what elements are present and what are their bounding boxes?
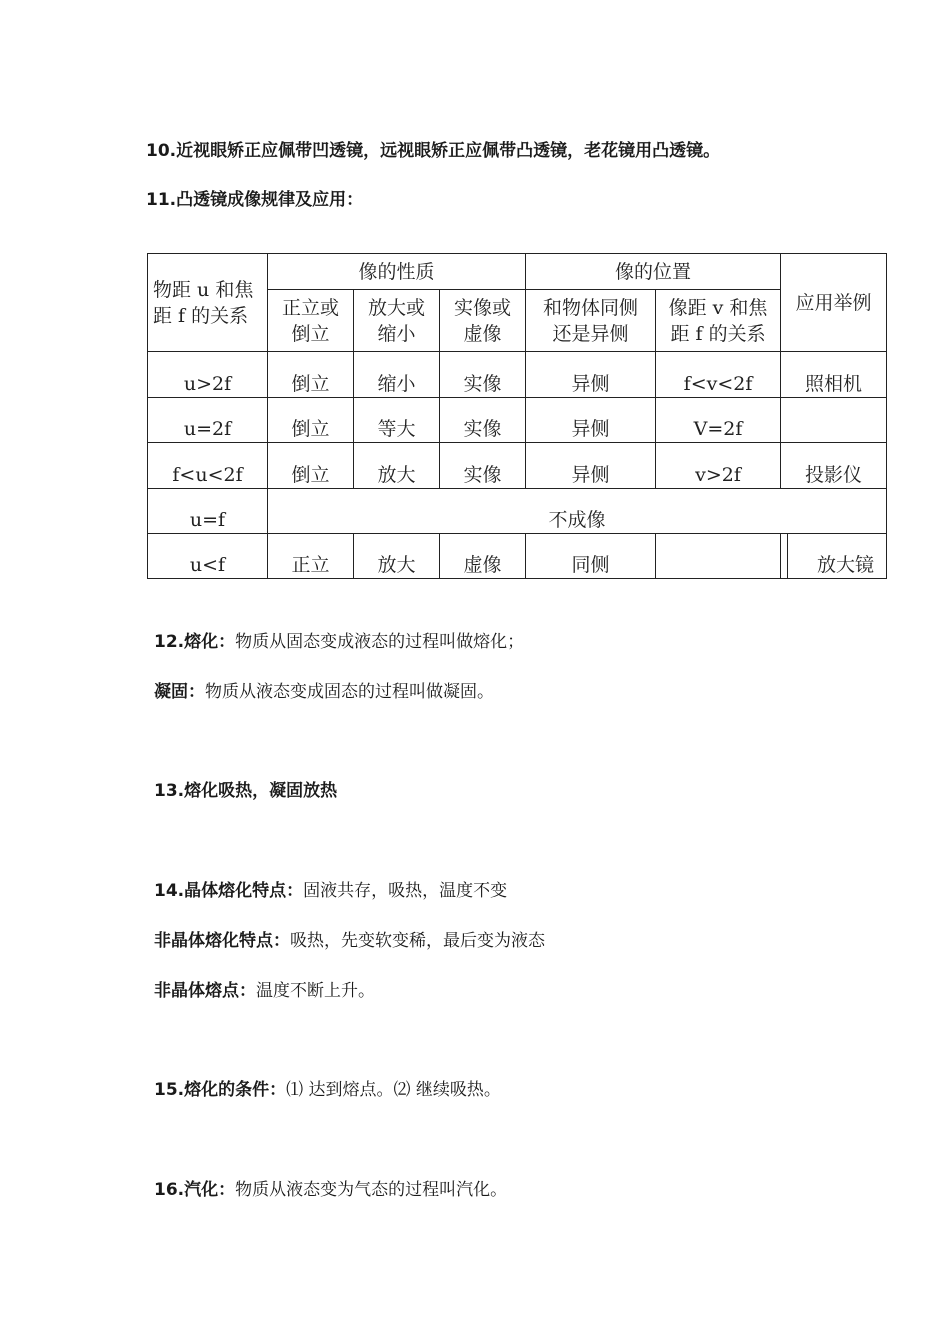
item-13: 13.熔化吸热，凝固放热	[154, 781, 338, 801]
item-10: 10.近视眼矫正应佩带凹透镜，远视眼矫正应佩带凸透镜，老花镜用凸透镜。	[146, 141, 721, 161]
header-application: 应用举例	[781, 254, 887, 352]
row-orientation: 正立	[268, 534, 354, 579]
row-application: 投影仪	[781, 443, 887, 489]
table-row	[148, 352, 887, 398]
row-side: 异侧	[526, 398, 656, 443]
row-size: 放大	[354, 443, 440, 489]
cell-divider	[787, 534, 788, 578]
header-side: 和物体同侧 还是异侧	[526, 290, 656, 352]
header-size: 放大或 缩小	[354, 290, 440, 352]
table-row	[148, 489, 887, 534]
header-object-distance: 物距 u 和焦 距 f 的关系	[148, 254, 268, 352]
item-11: 11.凸透镜成像规律及应用：	[146, 190, 364, 210]
row-merged-no-image: 不成像	[268, 489, 887, 534]
row-application	[781, 398, 887, 443]
row-distance: V=2f	[656, 398, 781, 443]
row-kind: 虚像	[440, 534, 526, 579]
item-12-solidify: 凝固：物质从液态变成固态的过程叫做凝固。	[154, 682, 494, 702]
row-distance	[656, 534, 781, 579]
item-14: 14.晶体熔化特点：固液共存，吸热，温度不变	[154, 881, 508, 901]
header-image-nature: 像的性质	[268, 254, 526, 290]
row-distance: f<v<2f	[656, 352, 781, 398]
header-image-distance: 像距 v 和焦 距 f 的关系	[656, 290, 781, 352]
row-side: 异侧	[526, 352, 656, 398]
item-15: 15.熔化的条件：⑴ 达到熔点。⑵ 继续吸热。	[154, 1080, 501, 1100]
row-distance: v>2f	[656, 443, 781, 489]
row-side: 同侧	[526, 534, 656, 579]
header-image-position: 像的位置	[526, 254, 781, 290]
table-row	[148, 534, 887, 579]
header-kind: 实像或 虚像	[440, 290, 526, 352]
row-application: 照相机	[781, 352, 887, 398]
lens-imaging-table	[147, 253, 887, 579]
row-condition: u<f	[148, 534, 268, 579]
row-size: 缩小	[354, 352, 440, 398]
row-condition: f<u<2f	[148, 443, 268, 489]
header-orientation: 正立或 倒立	[268, 290, 354, 352]
row-condition: u=f	[148, 489, 268, 534]
row-kind: 实像	[440, 352, 526, 398]
row-orientation: 倒立	[268, 398, 354, 443]
row-condition: u>2f	[148, 352, 268, 398]
row-side: 异侧	[526, 443, 656, 489]
row-application: 放大镜	[817, 554, 875, 576]
row-kind: 实像	[440, 398, 526, 443]
table-row	[148, 443, 887, 489]
row-size: 放大	[354, 534, 440, 579]
row-orientation: 倒立	[268, 443, 354, 489]
item-12: 12.熔化：物质从固态变成液态的过程叫做熔化；	[154, 632, 525, 652]
row-application-split	[781, 534, 887, 579]
item-16: 16.汽化：物质从液态变为气态的过程叫汽化。	[154, 1180, 508, 1200]
item-14-amorphous: 非晶体熔化特点：吸热，先变软变稀，最后变为液态	[154, 931, 545, 951]
row-kind: 实像	[440, 443, 526, 489]
row-condition: u=2f	[148, 398, 268, 443]
row-orientation: 倒立	[268, 352, 354, 398]
row-size: 等大	[354, 398, 440, 443]
table-row	[148, 398, 887, 443]
item-14-amorphous-melting-point: 非晶体熔点：温度不断上升。	[154, 981, 375, 1001]
